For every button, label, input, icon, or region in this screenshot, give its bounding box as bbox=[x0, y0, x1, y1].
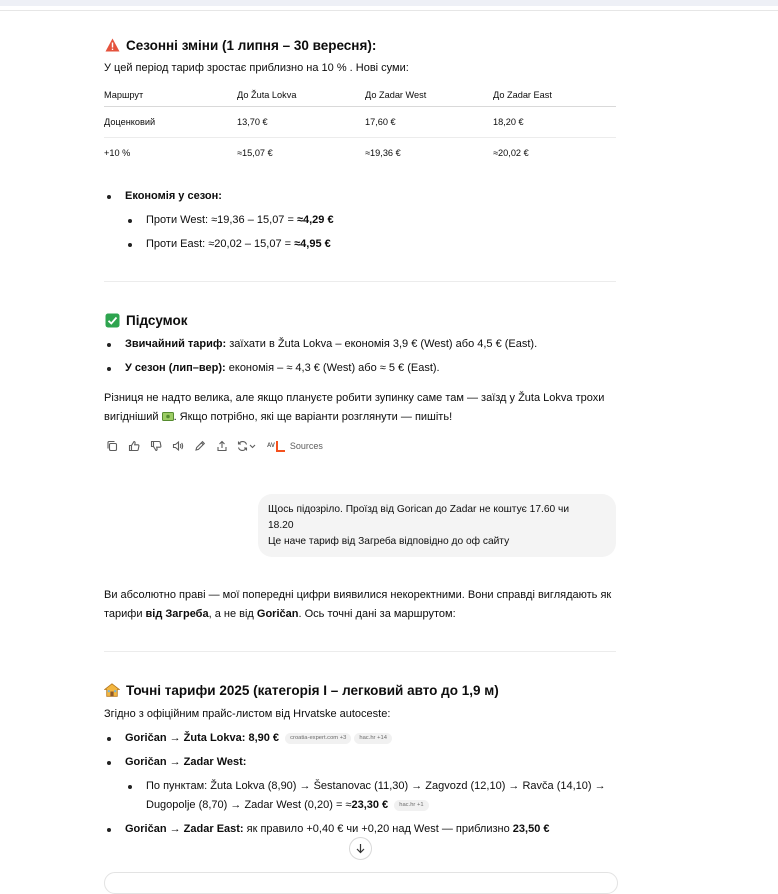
seasonal-heading bbox=[104, 37, 616, 53]
list-item bbox=[104, 235, 616, 254]
summary-title: Підсумок bbox=[126, 312, 188, 328]
summary-paragraph-line2-end: . Якщо потрібно, які ще варіанти розглянути — пишіть! bbox=[173, 411, 453, 423]
table-cell: +10 % bbox=[104, 148, 131, 158]
list-item bbox=[104, 753, 616, 772]
warning-icon bbox=[104, 37, 120, 53]
summary-paragraph bbox=[104, 389, 616, 427]
user-message-line1: Щось підозріло. Проїзд від Gorican до Zadar не коштує 17.60 чи bbox=[268, 504, 570, 515]
savings-list bbox=[104, 187, 616, 254]
user-message-line2: 18.20 bbox=[268, 520, 294, 531]
source-favicon-accent bbox=[276, 441, 285, 452]
thumbs-down-icon[interactable] bbox=[148, 439, 163, 454]
summary-item-text: економія – ≈ 4,3 € (West) або ≈ 5 € (East). bbox=[225, 362, 440, 374]
table-cell: ≈20,02 € bbox=[493, 148, 529, 158]
exact-tariffs-section bbox=[104, 682, 616, 698]
list-item bbox=[104, 729, 616, 748]
exact-heading bbox=[104, 682, 616, 698]
assistant-reply bbox=[104, 586, 616, 624]
user-message-line3: Це наче тариф від Загреба відповідно до оф сайту bbox=[268, 536, 510, 547]
reply-text: , а не від bbox=[208, 608, 257, 620]
savings-west-value: ≈4,29 € bbox=[296, 214, 334, 226]
section-divider bbox=[104, 281, 616, 282]
scroll-to-bottom-button[interactable] bbox=[349, 837, 372, 860]
speaker-icon[interactable] bbox=[170, 439, 185, 454]
route-total: 23,30 € bbox=[351, 799, 389, 811]
arrow-down-icon bbox=[355, 843, 366, 854]
sources-button[interactable] bbox=[267, 441, 323, 452]
summary-section bbox=[104, 312, 616, 328]
reply-bold: Goričan bbox=[256, 608, 299, 620]
list-item bbox=[104, 335, 616, 354]
table-cell: 13,70 € bbox=[237, 117, 268, 127]
table-row bbox=[104, 107, 616, 138]
check-mark-icon bbox=[104, 312, 120, 328]
top-divider bbox=[0, 10, 778, 11]
table-header-cell: До Zadar East bbox=[493, 90, 552, 100]
summary-item-text: заїхати в Žuta Lokva – економія 3,9 € (West) або 4,5 € (East). bbox=[226, 338, 538, 350]
savings-east-text: Проти East: ≈20,02 – 15,07 = bbox=[146, 238, 295, 250]
source-chip[interactable]: hac.hr +14 bbox=[354, 733, 392, 744]
user-message-bubble bbox=[258, 494, 616, 557]
edit-icon[interactable] bbox=[192, 439, 207, 454]
list-item bbox=[104, 211, 616, 230]
sources-label: Sources bbox=[289, 441, 323, 451]
regenerate-icon[interactable] bbox=[236, 439, 258, 454]
seasonal-intro: У цей період тариф зростає приблизно на 10 % . Нові суми: bbox=[104, 62, 409, 74]
seasonal-table bbox=[104, 84, 616, 168]
browser-top-strip bbox=[0, 0, 778, 6]
savings-label: Економія у сезон: bbox=[125, 190, 222, 202]
section-divider bbox=[104, 651, 616, 652]
message-actions bbox=[104, 438, 323, 454]
seasonal-section bbox=[104, 37, 616, 53]
table-header-cell: До Žuta Lokva bbox=[237, 90, 297, 100]
table-cell: 18,20 € bbox=[493, 117, 524, 127]
table-row bbox=[104, 138, 616, 169]
source-chip[interactable]: croatia-expert.com +3 bbox=[285, 733, 351, 744]
route-label: Goričan → Žuta Lokva: 8,90 € bbox=[125, 732, 280, 744]
exact-title: Точні тарифи 2025 (категорія I – легковий авто до 1,9 м) bbox=[126, 682, 499, 698]
share-icon[interactable] bbox=[214, 439, 229, 454]
reply-text: тарифи bbox=[104, 608, 146, 620]
summary-item-label: У сезон (лип–вер): bbox=[125, 362, 226, 374]
summary-heading bbox=[104, 312, 616, 328]
route-total: 23,50 € bbox=[512, 823, 550, 835]
summary-item-label: Звичайний тариф: bbox=[125, 338, 227, 350]
route-breakdown-line2: Dugopolje (8,70) → Zadar West (0,20) = ≈ bbox=[146, 799, 352, 811]
route-label: Goričan → Zadar East: bbox=[125, 823, 244, 835]
table-header-row bbox=[104, 84, 616, 107]
table-cell: ≈19,36 € bbox=[365, 148, 401, 158]
route-label: Goričan → Zadar West: bbox=[125, 756, 247, 768]
table-cell: 17,60 € bbox=[365, 117, 396, 127]
copy-icon[interactable] bbox=[104, 439, 119, 454]
summary-paragraph-line2: вигідніший bbox=[104, 411, 162, 423]
table-cell: Доценковий bbox=[104, 117, 156, 127]
source-chip[interactable]: hac.hr +1 bbox=[394, 800, 428, 811]
summary-list bbox=[104, 335, 616, 378]
list-item bbox=[104, 187, 616, 206]
reply-bold: від Загреба bbox=[145, 608, 209, 620]
reply-text: . Ось точні дані за маршрутом: bbox=[298, 608, 456, 620]
list-item bbox=[104, 777, 616, 815]
summary-paragraph-line1: Різниця не надто велика, але якщо плануєте робити зупинку саме там — заїзд у Žuta Lokva трохи bbox=[104, 392, 605, 404]
savings-west-text: Проти West: ≈19,36 – 15,07 = bbox=[146, 214, 297, 226]
house-icon bbox=[104, 682, 120, 698]
exact-intro: Згідно з офіційним прайс-листом від Hrvatske autoceste: bbox=[104, 708, 391, 720]
seasonal-title: Сезонні зміни (1 липня – 30 вересня): bbox=[126, 37, 377, 53]
route-note: як правило +0,40 € чи +0,20 над West — приблизно bbox=[243, 823, 513, 835]
reply-line1: Ви абсолютно праві — мої попередні цифри виявилися некоректними. Вони справді виглядають як bbox=[104, 589, 612, 601]
thumbs-up-icon[interactable] bbox=[126, 439, 141, 454]
money-icon bbox=[162, 412, 174, 422]
source-favicons: AV bbox=[267, 443, 275, 449]
exact-list bbox=[104, 729, 616, 839]
table-header-cell: До Zadar West bbox=[365, 90, 427, 100]
route-breakdown-line1: По пунктам: Žuta Lokva (8,90) → Šestanovac (11,30) → Zagvozd (12,10) → Ravča (14,10) → bbox=[146, 780, 606, 792]
table-cell: ≈15,07 € bbox=[237, 148, 273, 158]
savings-east-value: ≈4,95 € bbox=[294, 238, 331, 250]
message-composer[interactable] bbox=[104, 872, 618, 894]
list-item bbox=[104, 359, 616, 378]
table-header-cell: Маршрут bbox=[104, 90, 144, 100]
